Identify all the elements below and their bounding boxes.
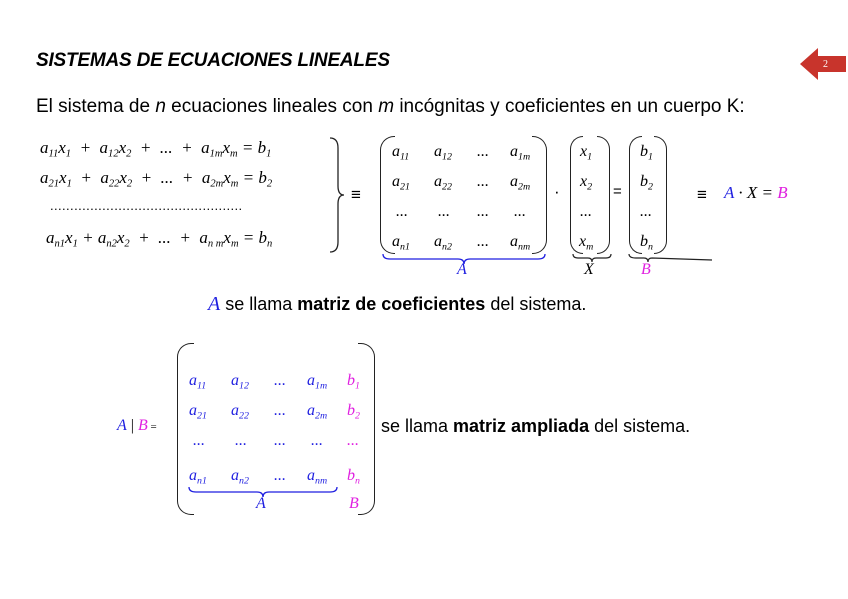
x-vector-label: X — [584, 261, 594, 278]
augmented-b-label: B — [349, 495, 359, 512]
equation-row-1: $a_{11}x_1 + a_{12}x_2$ + ... + $a_{1m}x_m = b_1$ — [40, 138, 272, 160]
equiv-symbol-2: ≡ — [697, 185, 707, 204]
system-brace — [328, 136, 346, 254]
b-cell: $b_1$ — [640, 143, 653, 163]
equation-row-n: $a_{n1}x_1 + a_{n2}x_2$ + ... + $a_{n m}x_m = b_n$ — [46, 228, 273, 250]
coef-cell: $a_{22}$ — [434, 173, 452, 193]
aug-cell: $b_1$ — [347, 372, 360, 392]
aug-cell: $b_2$ — [347, 402, 360, 422]
b-vector-right-bracket — [654, 136, 667, 254]
equation-row-2: $a_{21}x_1 + a_{22}x_2$ + ... + $a_{2m}x_m = b_2$ — [40, 168, 273, 190]
coef-cell: ... — [438, 203, 450, 220]
aug-cell: ... — [193, 432, 205, 449]
coef-cell: $a_{2m}$ — [510, 173, 531, 193]
aug-cell: $a_{1m}$ — [307, 372, 328, 392]
coef-matrix-right-bracket — [532, 136, 547, 254]
coef-cell: ... — [396, 203, 408, 220]
aug-cell: ... — [274, 432, 286, 449]
coef-caption: A se llama matriz de coeficientes del sistema. — [208, 293, 587, 315]
matrix-equation: A · X = B — [724, 183, 788, 202]
coef-cell: $a_{1m}$ — [510, 143, 531, 163]
aug-cell: ... — [274, 467, 286, 484]
coef-cell: ... — [477, 203, 489, 220]
coef-cell: $a_{nm}$ — [510, 233, 531, 253]
aug-cell: $a_{22}$ — [231, 402, 249, 422]
x-vector-right-bracket — [597, 136, 610, 254]
equation-dots: ................................................ — [50, 198, 243, 213]
coef-cell: ... — [477, 173, 489, 190]
coef-cell: $a_{11}$ — [392, 143, 410, 163]
b-cell: $b_n$ — [640, 233, 653, 253]
equiv-symbol-1: ≡ — [351, 185, 361, 204]
aug-cell: $a_{21}$ — [189, 402, 207, 422]
x-cell: $x_2$ — [580, 173, 593, 193]
aug-cell: $a_{nm}$ — [307, 467, 328, 487]
dot-operator: · — [554, 182, 560, 201]
augmented-right-bracket — [358, 343, 375, 515]
aug-cell: $a_{2m}$ — [307, 402, 328, 422]
coef-cell: $a_{n1}$ — [392, 233, 410, 253]
intro-text: El sistema de n ecuaciones lineales con m incógnitas y coeficientes en un cuerpo K: — [36, 96, 745, 117]
equals-sign: = — [613, 183, 622, 200]
b-cell: $b_2$ — [640, 173, 653, 193]
aug-cell: $a_{n1}$ — [189, 467, 207, 487]
coef-matrix-label: A — [457, 261, 467, 278]
x-cell: ... — [580, 203, 592, 220]
coef-cell: $a_{12}$ — [434, 143, 452, 163]
aug-cell: $b_n$ — [347, 467, 360, 487]
slide-title: SISTEMAS DE ECUACIONES LINEALES — [36, 50, 390, 71]
augmented-label: A | B = — [117, 417, 157, 434]
coef-cell: $a_{n2}$ — [434, 233, 452, 253]
aug-cell: ... — [347, 432, 359, 449]
ampl-caption: se llama matriz ampliada del sistema. — [381, 416, 691, 436]
aug-cell: ... — [274, 372, 286, 389]
aug-cell: ... — [311, 432, 323, 449]
b-cell: ... — [640, 203, 652, 220]
b-vector-label: B — [641, 261, 651, 278]
aug-cell: $a_{11}$ — [189, 372, 207, 392]
coef-cell: ... — [514, 203, 526, 220]
aug-cell: ... — [274, 402, 286, 419]
page-number: 2 — [823, 59, 828, 70]
coef-cell: $a_{21}$ — [392, 173, 410, 193]
aug-cell: ... — [235, 432, 247, 449]
augmented-a-label: A — [256, 495, 266, 512]
aug-cell: $a_{n2}$ — [231, 467, 249, 487]
coef-cell: ... — [477, 143, 489, 160]
coef-cell: ... — [477, 233, 489, 250]
x-cell: $x_m$ — [579, 233, 594, 253]
x-cell: $x_1$ — [580, 143, 593, 163]
aug-cell: $a_{12}$ — [231, 372, 249, 392]
